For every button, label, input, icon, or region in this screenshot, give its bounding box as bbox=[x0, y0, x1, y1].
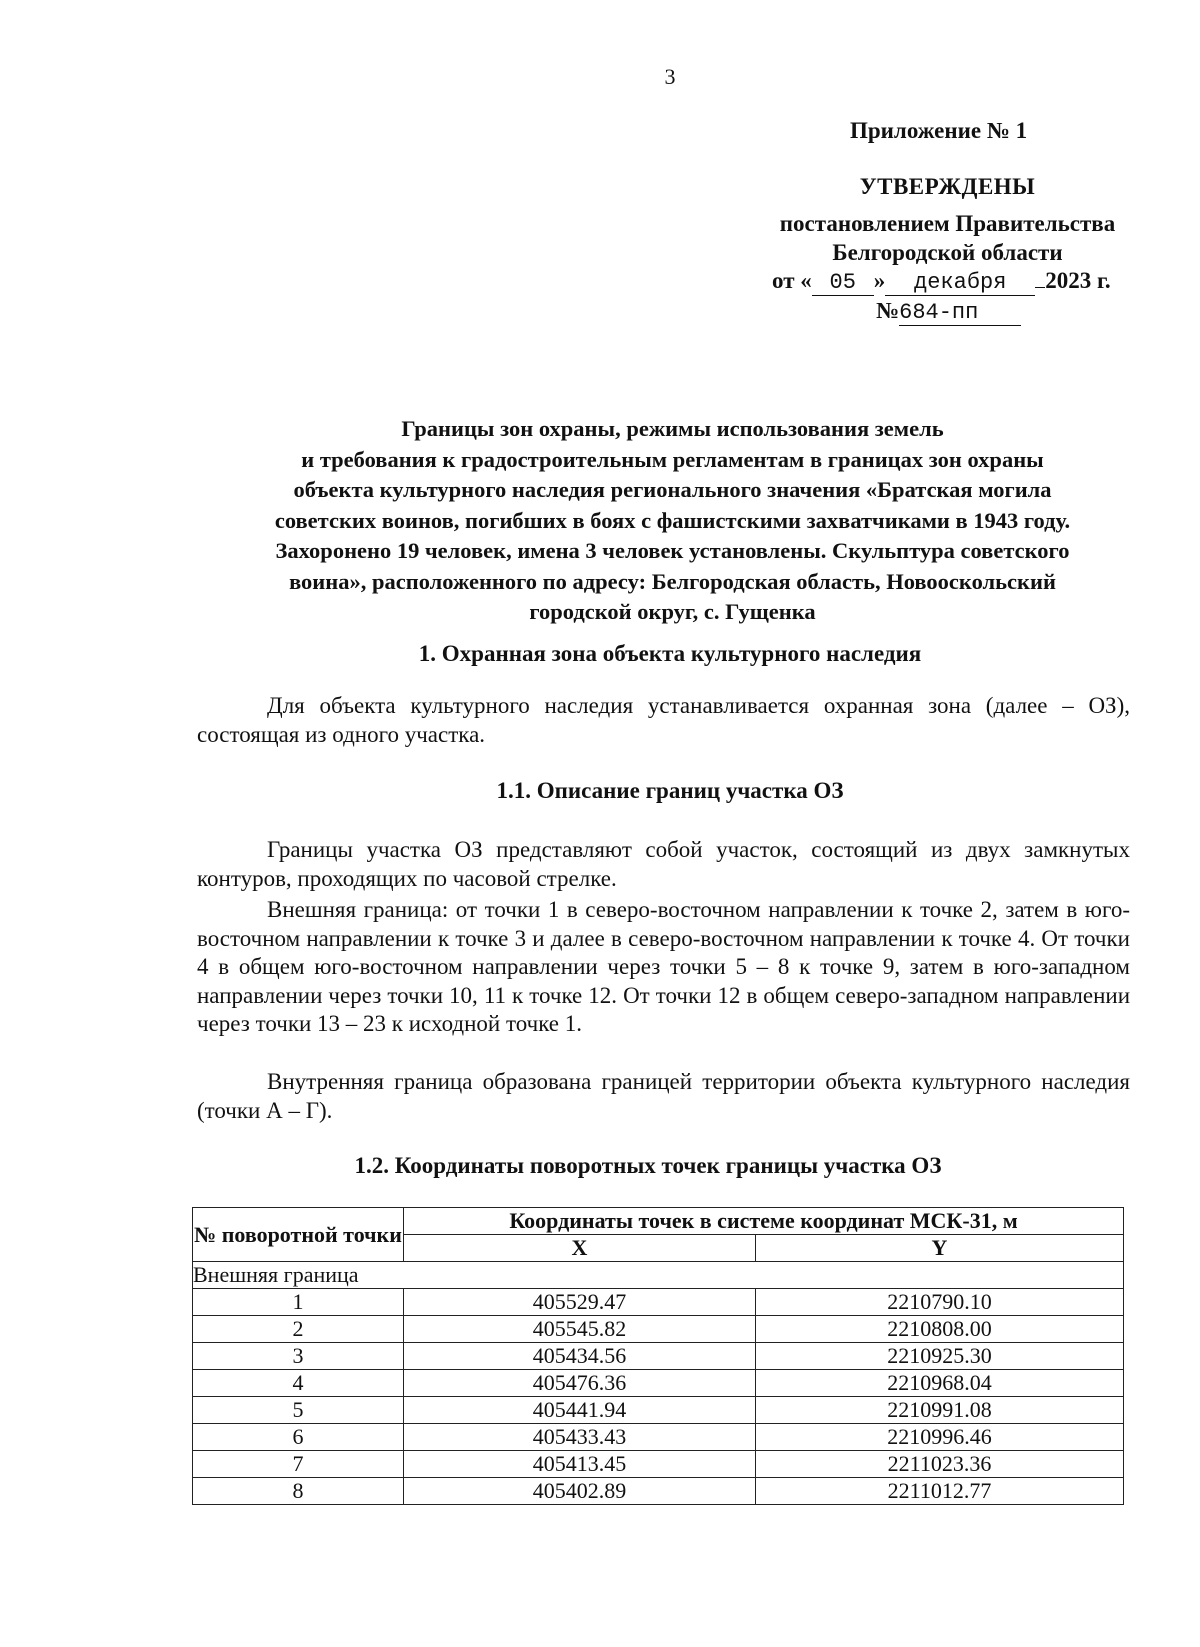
title-line: и требования к градостроительным регламентам в границах зон охраны bbox=[301, 446, 1044, 472]
section-1-2-heading: 1.2. Координаты поворотных точек границы участка ОЗ bbox=[354, 1153, 942, 1178]
table-row bbox=[193, 1316, 1124, 1343]
table-row bbox=[193, 1397, 1124, 1424]
title-line: объекта культурного наследия регионального значения «Братская могила bbox=[293, 477, 1052, 502]
column-header-y: Y bbox=[756, 1235, 1124, 1262]
approval-number bbox=[876, 298, 1021, 326]
cell-x: 405441.94 bbox=[404, 1397, 756, 1424]
cell-point-number: 2 bbox=[193, 1316, 404, 1343]
date-day: 05 bbox=[812, 270, 874, 296]
date-year: 2023 г. bbox=[1045, 268, 1111, 293]
section-1-1-paragraph-3: Внутренняя граница образована границей территории объекта культурного наследия (точки А – Г). bbox=[197, 1069, 1130, 1123]
cell-y: 2210808.00 bbox=[756, 1316, 1124, 1343]
cell-point-number: 6 bbox=[193, 1424, 404, 1451]
section-1-heading: 1. Охранная зона объекта культурного наследия bbox=[418, 641, 922, 666]
date-gap bbox=[1035, 287, 1045, 288]
date-prefix: от « bbox=[772, 268, 812, 293]
cell-point-number: 7 bbox=[193, 1451, 404, 1478]
title-line: Границы зон охраны, режимы использования земель bbox=[401, 416, 944, 441]
section-1-1-paragraph-2: Внешняя граница: от точки 1 в северо-восточном направлении к точке 2, затем в юго-восточном направлении к точке 3 и далее в северо-восточном направлении к точке 4. От точки 4 в общем юго-восточном направлении через точки 5 – 8 к точке 9, затем в юго-западном направлении через точки 10, 11 к точке 12. От точки 12 в общем северо-западном направлении через точки 13 – 23 к исходной точке 1. bbox=[197, 897, 1130, 1036]
cell-x: 405545.82 bbox=[404, 1316, 756, 1343]
section-1-1-heading: 1.1. Описание границ участка ОЗ bbox=[496, 778, 844, 803]
approval-line-1: постановлением Правительства bbox=[779, 211, 1116, 236]
cell-point-number: 8 bbox=[193, 1478, 404, 1505]
column-header-x: X bbox=[404, 1235, 756, 1262]
cell-x: 405433.43 bbox=[404, 1424, 756, 1451]
column-header-point-number: № поворотной точки bbox=[193, 1208, 404, 1262]
cell-x: 405529.47 bbox=[404, 1289, 756, 1316]
table-row bbox=[193, 1343, 1124, 1370]
approval-date bbox=[772, 268, 1111, 296]
date-month: декабря bbox=[885, 270, 1035, 296]
table-group-label: Внешняя граница bbox=[193, 1262, 1124, 1289]
title-line: Захоронено 19 человек, имена 3 человек установлены. Скульптура советского bbox=[275, 538, 1070, 563]
cell-point-number: 3 bbox=[193, 1343, 404, 1370]
approval-heading: УТВЕРЖДЕНЫ bbox=[859, 174, 1036, 199]
approval-line-2: Белгородской области bbox=[832, 240, 1063, 265]
date-mid: » bbox=[873, 268, 886, 293]
cell-x: 405434.56 bbox=[404, 1343, 756, 1370]
cell-x: 405476.36 bbox=[404, 1370, 756, 1397]
number-prefix: № bbox=[876, 298, 900, 323]
table-row bbox=[193, 1424, 1124, 1451]
cell-y: 2210968.04 bbox=[756, 1370, 1124, 1397]
cell-y: 2210996.46 bbox=[756, 1424, 1124, 1451]
appendix-label: Приложение № 1 bbox=[850, 118, 1028, 143]
document-title bbox=[205, 414, 1140, 628]
cell-x: 405402.89 bbox=[404, 1478, 756, 1505]
coordinates-table bbox=[192, 1207, 1124, 1505]
title-line: городской округ, с. Гущенка bbox=[529, 599, 816, 624]
cell-y: 2210790.10 bbox=[756, 1289, 1124, 1316]
cell-point-number: 5 bbox=[193, 1397, 404, 1424]
table-row bbox=[193, 1289, 1124, 1316]
cell-y: 2210991.08 bbox=[756, 1397, 1124, 1424]
cell-point-number: 4 bbox=[193, 1370, 404, 1397]
number-value: 684-пп bbox=[899, 300, 1021, 326]
cell-y: 2211023.36 bbox=[756, 1451, 1124, 1478]
section-1-paragraph: Для объекта культурного наследия устанавливается охранная зона (далее – ОЗ), состоящая из одного участка. bbox=[197, 693, 1130, 747]
title-line: воина», расположенного по адресу: Белгородская область, Новооскольский bbox=[289, 568, 1056, 594]
cell-y: 2211012.77 bbox=[756, 1478, 1124, 1505]
page-number: 3 bbox=[664, 64, 676, 89]
cell-y: 2210925.30 bbox=[756, 1343, 1124, 1370]
table-row bbox=[193, 1370, 1124, 1397]
column-header-coordinates: Координаты точек в системе координат МСК-31, м bbox=[404, 1208, 1124, 1235]
cell-point-number: 1 bbox=[193, 1289, 404, 1316]
table-row bbox=[193, 1478, 1124, 1505]
table-row bbox=[193, 1451, 1124, 1478]
cell-x: 405413.45 bbox=[404, 1451, 756, 1478]
section-1-1-paragraph-1: Границы участка ОЗ представляют собой участок, состоящий из двух замкнутых контуров, проходящих по часовой стрелке. bbox=[197, 837, 1130, 891]
title-line: советских воинов, погибших в боях с фашистскими захватчиками в 1943 году. bbox=[274, 507, 1071, 533]
